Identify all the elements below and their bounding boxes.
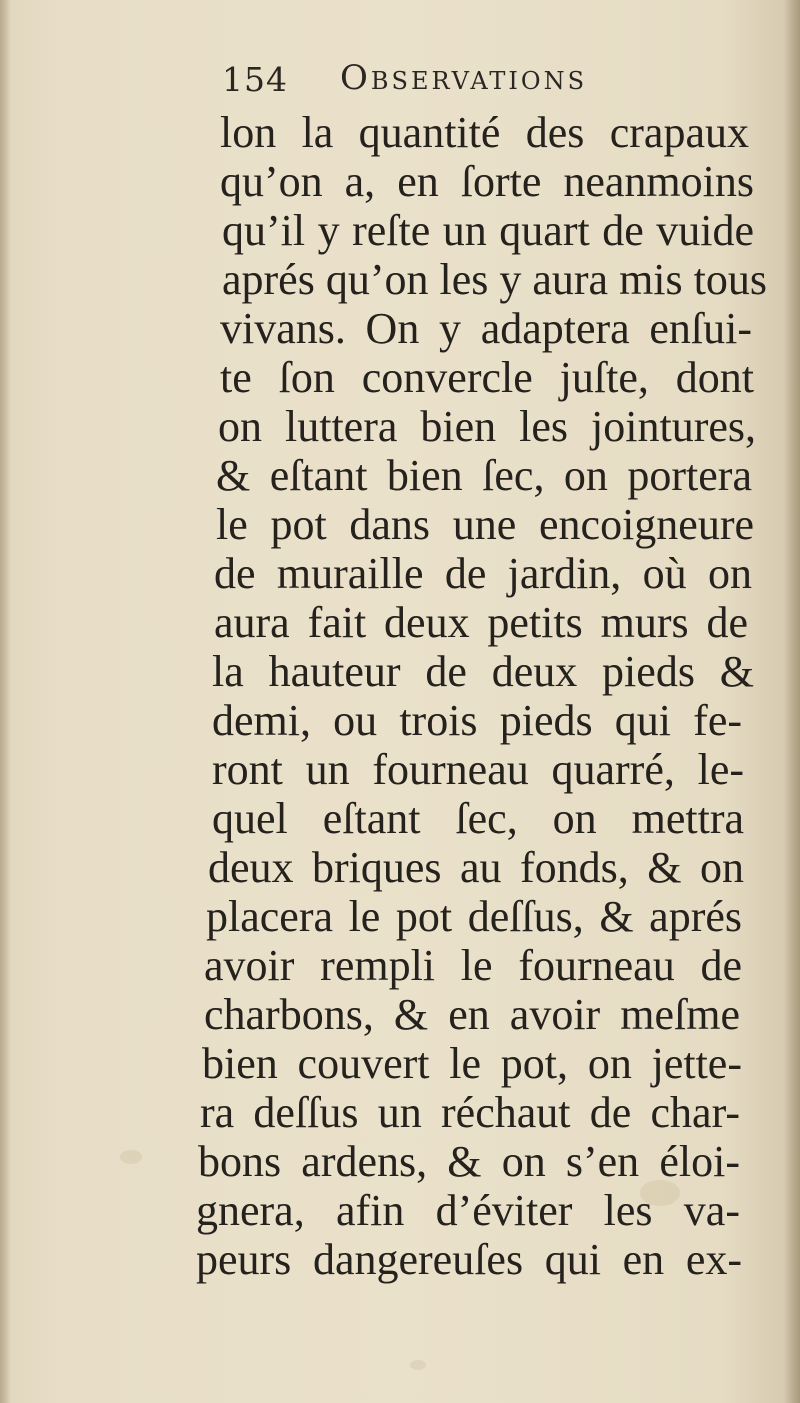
page-edge-right (784, 0, 800, 1403)
text-line: qu’il y reſte un quart de vuide (222, 206, 754, 255)
text-line: deux briques au fonds, & on (208, 843, 744, 892)
running-head: Observations (340, 58, 588, 98)
text-line: le pot dans une encoigneure (216, 500, 754, 549)
text-line: ra deſſus un réchaut de char- (200, 1088, 740, 1137)
text-line: charbons, & en avoir meſme (204, 990, 740, 1039)
text-line: aprés qu’on les y aura mis tous (222, 255, 767, 304)
page-header (222, 52, 682, 106)
paper-stain (120, 1150, 142, 1164)
body-text (196, 108, 767, 1284)
paper-stain (410, 1360, 426, 1370)
text-line: peurs dangereuſes qui en ex- (196, 1235, 742, 1284)
text-line: qu’on a, en ſorte neanmoins (220, 157, 754, 206)
text-line: ront un fourneau quarré, le- (212, 745, 744, 794)
text-line: lon la quantité des crapaux (220, 108, 749, 157)
text-line: te ſon convercle juſte, dont (220, 353, 754, 402)
text-line: la hauteur de deux pieds & (212, 647, 754, 696)
page-number: 154 (222, 60, 288, 99)
text-line: placera le pot deſſus, & aprés (206, 892, 742, 941)
text-line: vivans. On y adaptera enſui- (220, 304, 752, 353)
text-line: demi, ou trois pieds qui fe- (212, 696, 742, 745)
text-line: aura fait deux petits murs de (214, 598, 748, 647)
text-line: bien couvert le pot, on jette- (202, 1039, 742, 1088)
page-gutter-left (0, 0, 10, 1403)
text-line: quel eſtant ſec, on mettra (212, 794, 744, 843)
text-line: & eſtant bien ſec, on portera (216, 451, 752, 500)
text-line: on luttera bien les jointures, (218, 402, 756, 451)
text-line: avoir rempli le fourneau de (204, 941, 742, 990)
text-line: de muraille de jardin, où on (214, 549, 752, 598)
text-line: gnera, afin d’éviter les va- (196, 1186, 740, 1235)
text-line: bons ardens, & on s’en éloi- (198, 1137, 740, 1186)
